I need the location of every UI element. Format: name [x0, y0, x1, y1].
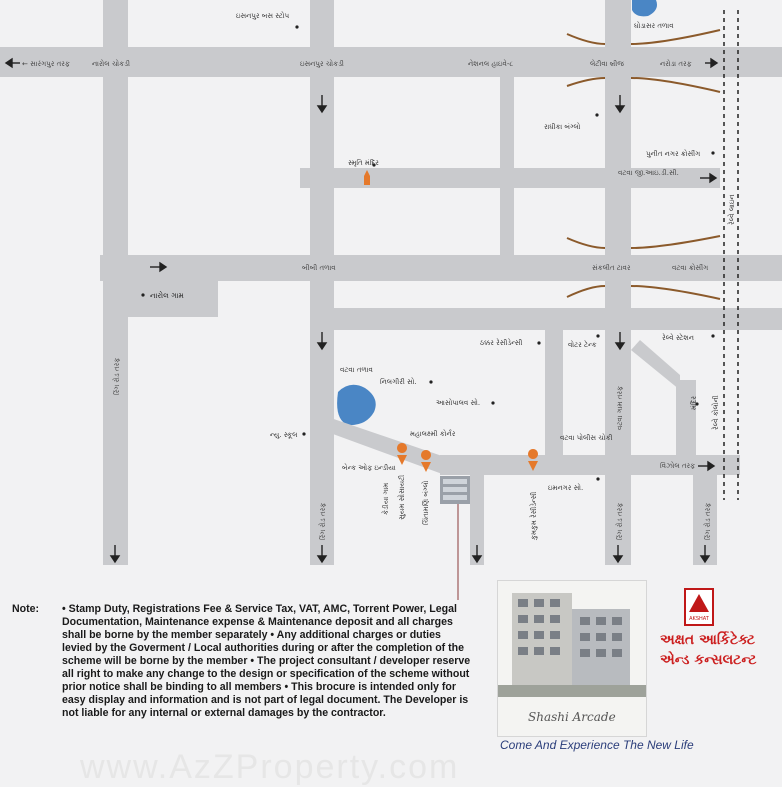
bridge-top-1 [567, 30, 720, 44]
label-vatva-gidc: વટવા જી.આઇ.ડી.સી. [618, 169, 679, 177]
label-smruti-mandir: સ્મૃતિ મંદિર [348, 159, 379, 167]
vatva-lake [337, 385, 376, 425]
firm-name [660, 630, 756, 670]
project-building-image [497, 580, 647, 737]
label-imnagar-so: ઇમનગર સો. [548, 484, 584, 492]
project-building-marker [440, 476, 470, 504]
label-ring-road-bottom-left: રિંગ રોડ તરફ [319, 502, 327, 540]
label-water-tank: વોટર ટેન્ક [568, 341, 597, 349]
label-ring-road-far-right: રિંગ રોડ તરફ [704, 502, 712, 540]
label-kumkum-residency: કુમકુમ રેસીડેન્સી [530, 491, 538, 540]
label-narol-chokdi: નારોલ ચોકડી [92, 60, 130, 68]
bridge-mid-1 [567, 236, 720, 248]
label-narol-gam: નારોલ ગામ [150, 291, 184, 300]
label-punit-nagar: પુનીત નગર ક્રોસીંગ [646, 150, 701, 158]
watermark: www.AzZProperty.com [80, 748, 460, 786]
label-highway-8: નેશનલ હાઇવે-૮ [468, 60, 514, 68]
label-chintamani-bungalow: ચિંતામણિ બંગ્લો [422, 480, 430, 525]
label-railway-station: રેલ્વે સ્ટેશન [662, 334, 694, 342]
road-railway-colony [676, 380, 696, 460]
label-ring-road-bottom-right: રિંગ રોડ તરફ [616, 502, 624, 540]
label-vatva-crossing: વટવા ક્રોસીંગ [672, 264, 709, 272]
label-mahalakshmi-corner: મહાલક્ષ્મી કોર્નર [410, 430, 456, 438]
note-body: • Stamp Duty, Registrations Fee & Service Tax, VAT, AMC, Torrent Power, Legal Documentation, Maintenance expense & Maintenance deposit and all charges shall be borne by the member separately • Any additional charges or duties levied by the Goverment / Local authorities during or after the completion of the scheme will be borne by the member • The project consultant / developer reserve all right to make any change to the design or specification of the scheme without prior notice shall be binding to all members • This brocure is intended only for easy display and information and is not part of legal document. The Developer is not liable for any internal or external damages by the contractor. [62, 603, 471, 719]
label-ring-road-left: રિંગ રોડ તરફ [113, 357, 121, 395]
label-vatva-talav: વટવા તળાવ [340, 366, 373, 374]
label-bibi-talav: બીબી તળાવ [302, 264, 336, 272]
label-vatva-police-chowki: વટવા પોલીસ ચોકી [560, 434, 613, 442]
bridge-top-2 [567, 78, 720, 92]
label-railway-colony: રેલ્વે કોલોની [712, 395, 720, 430]
firm-name-line1: અક્ષત આર્કિટેક્ટ [660, 632, 756, 648]
road-thakkar [310, 308, 782, 330]
road-mid [500, 77, 514, 257]
label-sarangpur: ← સારંગપુર તરફ [22, 60, 70, 68]
label-thakkar-residency: ઠક્કર રેસીડેન્સી [480, 339, 523, 347]
disclaimer-note [12, 603, 472, 720]
label-naroda: નરોડા તરફ [660, 60, 692, 68]
label-kedia-gam: કેડીયા ગામ [382, 482, 390, 515]
project-name-signature: Shashi Arcade [528, 710, 616, 724]
label-new-school: ન્યુ. સ્કૂલ [270, 431, 298, 439]
road-railway-diag [631, 340, 680, 390]
bridge-mid-2 [567, 286, 720, 299]
label-suryam-society: સુયમ સોસાયટી [398, 474, 406, 520]
label-vatva-bridge: લેટીવા બ્રીજ [590, 60, 624, 68]
svg-text:AKSHAT: AKSHAT [689, 616, 709, 622]
road-ring-left [103, 0, 128, 565]
ghodasar-lake [632, 0, 657, 16]
label-mandir: મંદિર [690, 395, 698, 410]
firm-name-line2: એન્ડ કન્સલટન્ટ [660, 652, 757, 668]
label-niyogiri-so: નિલગીરી સો. [380, 378, 417, 386]
label-vatva-gam-taraf: વટવા ગામ તરફ [616, 386, 624, 430]
label-sankalchand-tower: સંકલીત ટાવર [592, 264, 631, 272]
label-ashopalav-so: આસોપાલવ સો. [436, 399, 481, 407]
label-bank-of-india: બેન્ક ઓફ ઇન્ડીયા [342, 464, 396, 472]
label-isanpur-bus-stop: ઇસનપુર બસ સ્ટોપ [236, 12, 290, 20]
road-ring-right [605, 0, 631, 565]
tagline: Come And Experience The New Life [500, 738, 694, 752]
label-radhika-bungalow: રાધીકા બંગ્લો [544, 123, 581, 131]
label-vinjol: વિંઝોલ તરફ [660, 462, 696, 470]
label-ghodasar-talav: ઘોડાસર તળાવ [634, 22, 674, 30]
label-railway-line: રેલ્વે લાઇન [728, 194, 736, 225]
label-isanpur-chokdi: ઇસનપુર ચોકડી [300, 60, 344, 68]
note-title: Note: [12, 603, 40, 615]
road-isanpur [310, 0, 334, 565]
akshat-logo [684, 588, 714, 626]
